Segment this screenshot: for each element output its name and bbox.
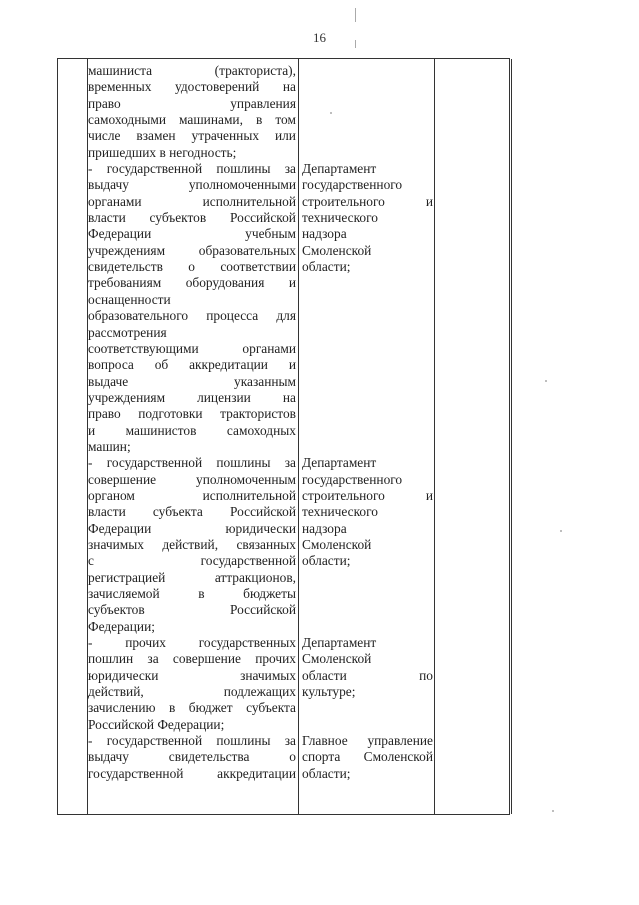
department-line: Смоленской bbox=[302, 242, 372, 258]
department-line: Главное управление bbox=[302, 733, 433, 749]
spacer bbox=[302, 112, 433, 128]
entry-text-line: временных удостоверений на bbox=[88, 79, 296, 95]
entry-text-line: оснащенности bbox=[88, 291, 171, 307]
department-line: Смоленской bbox=[302, 651, 372, 667]
scan-artifact bbox=[560, 530, 562, 532]
department-line: Департамент bbox=[302, 161, 377, 177]
department-line: надзора bbox=[302, 520, 347, 536]
spacer bbox=[302, 292, 433, 308]
spacer bbox=[302, 63, 433, 79]
entry-text-line: власти субъектов Российской bbox=[88, 210, 296, 226]
entry-text-line: с государственной bbox=[88, 553, 296, 569]
entry-text-line: свидетельств о соответствии bbox=[88, 259, 296, 275]
entry-text-line: самоходными машинами, в том bbox=[88, 112, 296, 128]
description-column bbox=[88, 63, 296, 782]
scan-artifact bbox=[355, 8, 356, 22]
entry-text-line: зачислению в бюджет субъекта bbox=[88, 700, 296, 716]
entry-text-line: право подготовки трактористов bbox=[88, 406, 296, 422]
spacer bbox=[302, 357, 433, 373]
entry-text-line: выдачу уполномоченными bbox=[88, 177, 296, 193]
entry-text-line: государственной аккредитации bbox=[88, 765, 296, 781]
scan-artifact bbox=[355, 40, 356, 48]
entry-text-line: - прочих государственных bbox=[88, 635, 296, 651]
column-divider bbox=[434, 59, 435, 814]
department-line: спорта Смоленской bbox=[302, 749, 433, 765]
entry-text-line: образовательного процесса для bbox=[88, 308, 296, 324]
spacer bbox=[302, 439, 433, 455]
spacer bbox=[302, 275, 433, 291]
entry-text-line: зачисляемой в бюджеты bbox=[88, 586, 296, 601]
spacer bbox=[302, 586, 433, 602]
entry-sport bbox=[88, 733, 296, 782]
entry-text-line: Федерации учебным bbox=[88, 226, 296, 242]
department-line: Смоленской bbox=[302, 536, 372, 552]
department-line: Департамент bbox=[302, 635, 377, 651]
department-line: области; bbox=[302, 259, 351, 275]
entry-text-line: и машинистов самоходных bbox=[88, 422, 296, 438]
entry-text-line: пошлин за совершение прочих bbox=[88, 651, 296, 667]
entry-text-line: - государственной пошлины за bbox=[88, 455, 296, 471]
entry-text-line: совершение уполномоченным bbox=[88, 471, 296, 487]
entry-text-line: выдаче указанным bbox=[88, 373, 296, 389]
spacer bbox=[302, 700, 433, 716]
entry-text-line: регистрацией аттракционов, bbox=[88, 569, 296, 585]
spacer bbox=[302, 325, 433, 341]
entry-text-line: выдачу свидетельства о bbox=[88, 749, 296, 765]
entry-text-line: пришедших в негодность; bbox=[88, 144, 237, 160]
entry-tractor bbox=[88, 63, 296, 161]
entry-text-line: действий, подлежащих bbox=[88, 684, 296, 700]
scan-artifact bbox=[545, 380, 547, 382]
department-line: надзора bbox=[302, 226, 347, 242]
entry-text-line: органом исполнительной bbox=[88, 487, 296, 503]
entry-text-line: - государственной пошлины за bbox=[88, 161, 296, 177]
column-divider bbox=[511, 59, 512, 814]
entry-text-line: требованиям оборудования и bbox=[88, 275, 296, 291]
scan-artifact bbox=[330, 112, 332, 114]
spacer bbox=[302, 717, 433, 733]
department-column bbox=[302, 63, 433, 782]
dept-accreditation-tractor bbox=[302, 161, 433, 455]
department-line: области; bbox=[302, 765, 351, 781]
department-line: строительного и bbox=[302, 193, 433, 209]
dept-other-duties bbox=[302, 635, 433, 733]
entry-text-line: значимых действий, связанных bbox=[88, 536, 296, 552]
spacer bbox=[302, 374, 433, 390]
entry-text-line: рассмотрения bbox=[88, 324, 167, 340]
entry-text-line: юридически значимых bbox=[88, 667, 296, 683]
spacer bbox=[302, 602, 433, 618]
department-line: области; bbox=[302, 553, 351, 569]
department-line: строительного и bbox=[302, 487, 433, 503]
entry-accreditation-tractor bbox=[88, 161, 296, 455]
spacer bbox=[302, 341, 433, 357]
spacer bbox=[302, 619, 433, 635]
spacer bbox=[302, 390, 433, 406]
department-line: культуре; bbox=[302, 684, 356, 700]
spacer bbox=[302, 308, 433, 324]
dept-tractor bbox=[302, 63, 433, 161]
spacer bbox=[302, 570, 433, 586]
department-line: Департамент bbox=[302, 455, 377, 471]
entry-text-line: машин; bbox=[88, 438, 131, 454]
department-line: области по bbox=[302, 667, 433, 683]
spacer bbox=[302, 128, 433, 144]
scan-artifact bbox=[552, 810, 554, 812]
entry-text-line: право управления bbox=[88, 95, 296, 111]
spacer bbox=[302, 406, 433, 422]
entry-other-duties bbox=[88, 635, 296, 733]
entry-attractions bbox=[88, 455, 296, 635]
page-number: 16 bbox=[313, 30, 326, 45]
budget-table bbox=[57, 58, 510, 815]
column-divider bbox=[298, 59, 299, 814]
spacer bbox=[302, 423, 433, 439]
entry-text-line: Российской Федерации; bbox=[88, 716, 225, 732]
entry-text-line: числе взамен утраченных или bbox=[88, 128, 296, 144]
spacer bbox=[302, 145, 433, 161]
entry-text-line: соответствующими органами bbox=[88, 340, 296, 356]
entry-text-line: Федерации юридически bbox=[88, 520, 296, 536]
entry-text-line: - государственной пошлины за bbox=[88, 733, 296, 749]
entry-text-line: органами исполнительной bbox=[88, 193, 296, 209]
department-line: технического bbox=[302, 210, 378, 226]
entry-text-line: учреждениям лицензии на bbox=[88, 389, 296, 405]
entry-text-line: машиниста (тракториста), bbox=[88, 63, 296, 78]
dept-attractions bbox=[302, 455, 433, 635]
dept-sport bbox=[302, 733, 433, 782]
department-line: государственного bbox=[302, 471, 403, 487]
entry-text-line: Федерации; bbox=[88, 618, 155, 634]
entry-text-line: вопроса об аккредитации и bbox=[88, 357, 296, 373]
department-line: государственного bbox=[302, 177, 403, 193]
spacer bbox=[302, 79, 433, 95]
entry-text-line: субъектов Российской bbox=[88, 602, 296, 618]
entry-text-line: учреждениям образовательных bbox=[88, 242, 296, 258]
department-line: технического bbox=[302, 504, 378, 520]
spacer bbox=[302, 96, 433, 112]
entry-text-line: власти субъекта Российской bbox=[88, 504, 296, 520]
